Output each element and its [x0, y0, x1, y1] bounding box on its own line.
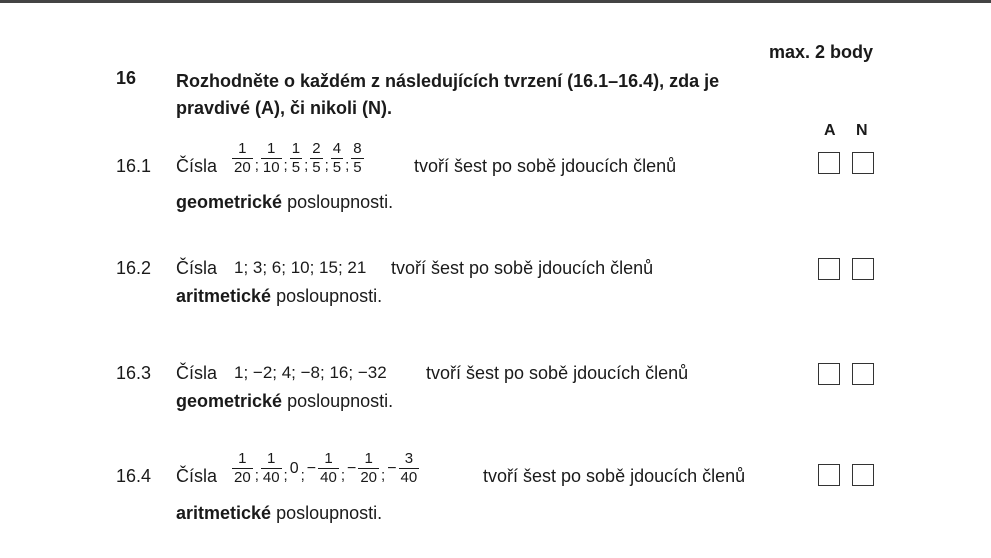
- checkbox-a[interactable]: [818, 464, 840, 486]
- top-border: [0, 0, 991, 3]
- checkbox-n[interactable]: [852, 464, 874, 486]
- column-header-n: N: [856, 122, 868, 139]
- statement-line2: aritmetické posloupnosti.: [176, 503, 383, 523]
- statement-line2: aritmetické posloupnosti.: [176, 286, 383, 306]
- statement-rest: tvoří šest po sobě jdoucích členů: [483, 466, 746, 486]
- fraction-sequence: $\frac{1}{20}$ ; $\frac{1}{10}$ ; $\frac{1}{5}$ ; $\frac{2}{5}$ ; $\frac{4}{5}$ ; $\frac{8}{5}$: [234, 140, 362, 176]
- statement-number: 16.3: [116, 363, 152, 383]
- checkbox-a[interactable]: [818, 258, 840, 280]
- statement-line2: geometrické posloupnosti.: [176, 391, 394, 411]
- statement-lead: Čísla: [176, 466, 218, 486]
- fraction: $\frac{1}{10}$: [262, 140, 280, 176]
- fraction: $\frac{8}{5}$: [353, 140, 362, 176]
- statement-rest: tvoří šest po sobě jdoucích členů: [426, 363, 689, 383]
- checkbox-a[interactable]: [818, 363, 840, 385]
- fraction: $\frac{1}{20}$: [360, 450, 378, 486]
- statement-number: 16.2: [116, 258, 152, 278]
- statement-rest: tvoří šest po sobě jdoucích členů: [391, 258, 654, 278]
- statement-number: 16.1: [116, 156, 152, 176]
- question-number: 16: [116, 68, 137, 88]
- max-points: max. 2 body: [769, 42, 874, 62]
- fraction-sequence: $\frac{1}{20}$ ; $\frac{1}{40}$ ; 0 ; − $\frac{1}{40}$ ; − $\frac{1}{20}$ ; − $\frac{3}{40}$: [234, 450, 418, 486]
- statement-rest: tvoří šest po sobě jdoucích členů: [414, 156, 677, 176]
- column-header-a: A: [824, 122, 836, 139]
- number-sequence: 1; −2; 4; −8; 16; −32: [234, 363, 387, 382]
- statement-lead: Čísla: [176, 258, 218, 278]
- fraction: $\frac{1}{5}$: [291, 140, 301, 176]
- fraction: $\frac{1}{20}$: [234, 450, 251, 486]
- checkbox-n[interactable]: [852, 258, 874, 280]
- statement-lead: Čísla: [176, 363, 218, 383]
- fraction: $\frac{1}{40}$: [320, 450, 337, 486]
- number-sequence: 1; 3; 6; 10; 15; 21: [234, 258, 367, 277]
- statement-line2: geometrické posloupnosti.: [176, 192, 394, 212]
- fraction: $\frac{2}{5}$: [312, 140, 321, 176]
- statement-lead: Čísla: [176, 156, 218, 176]
- checkbox-a[interactable]: [818, 152, 840, 174]
- fraction: $\frac{4}{5}$: [332, 140, 342, 176]
- checkbox-n[interactable]: [852, 152, 874, 174]
- fraction: $\frac{3}{40}$: [400, 450, 418, 486]
- zero-value: 0: [289, 459, 299, 477]
- checkbox-n[interactable]: [852, 363, 874, 385]
- fraction: $\frac{1}{40}$: [262, 450, 280, 486]
- question-text: Rozhodněte o každém z následujících tvrzení (16.1–16.4), zda je pravdivé (A), či nikoli (N).: [176, 71, 720, 118]
- statement-number: 16.4: [116, 466, 152, 486]
- fraction: $\frac{1}{20}$: [234, 140, 251, 176]
